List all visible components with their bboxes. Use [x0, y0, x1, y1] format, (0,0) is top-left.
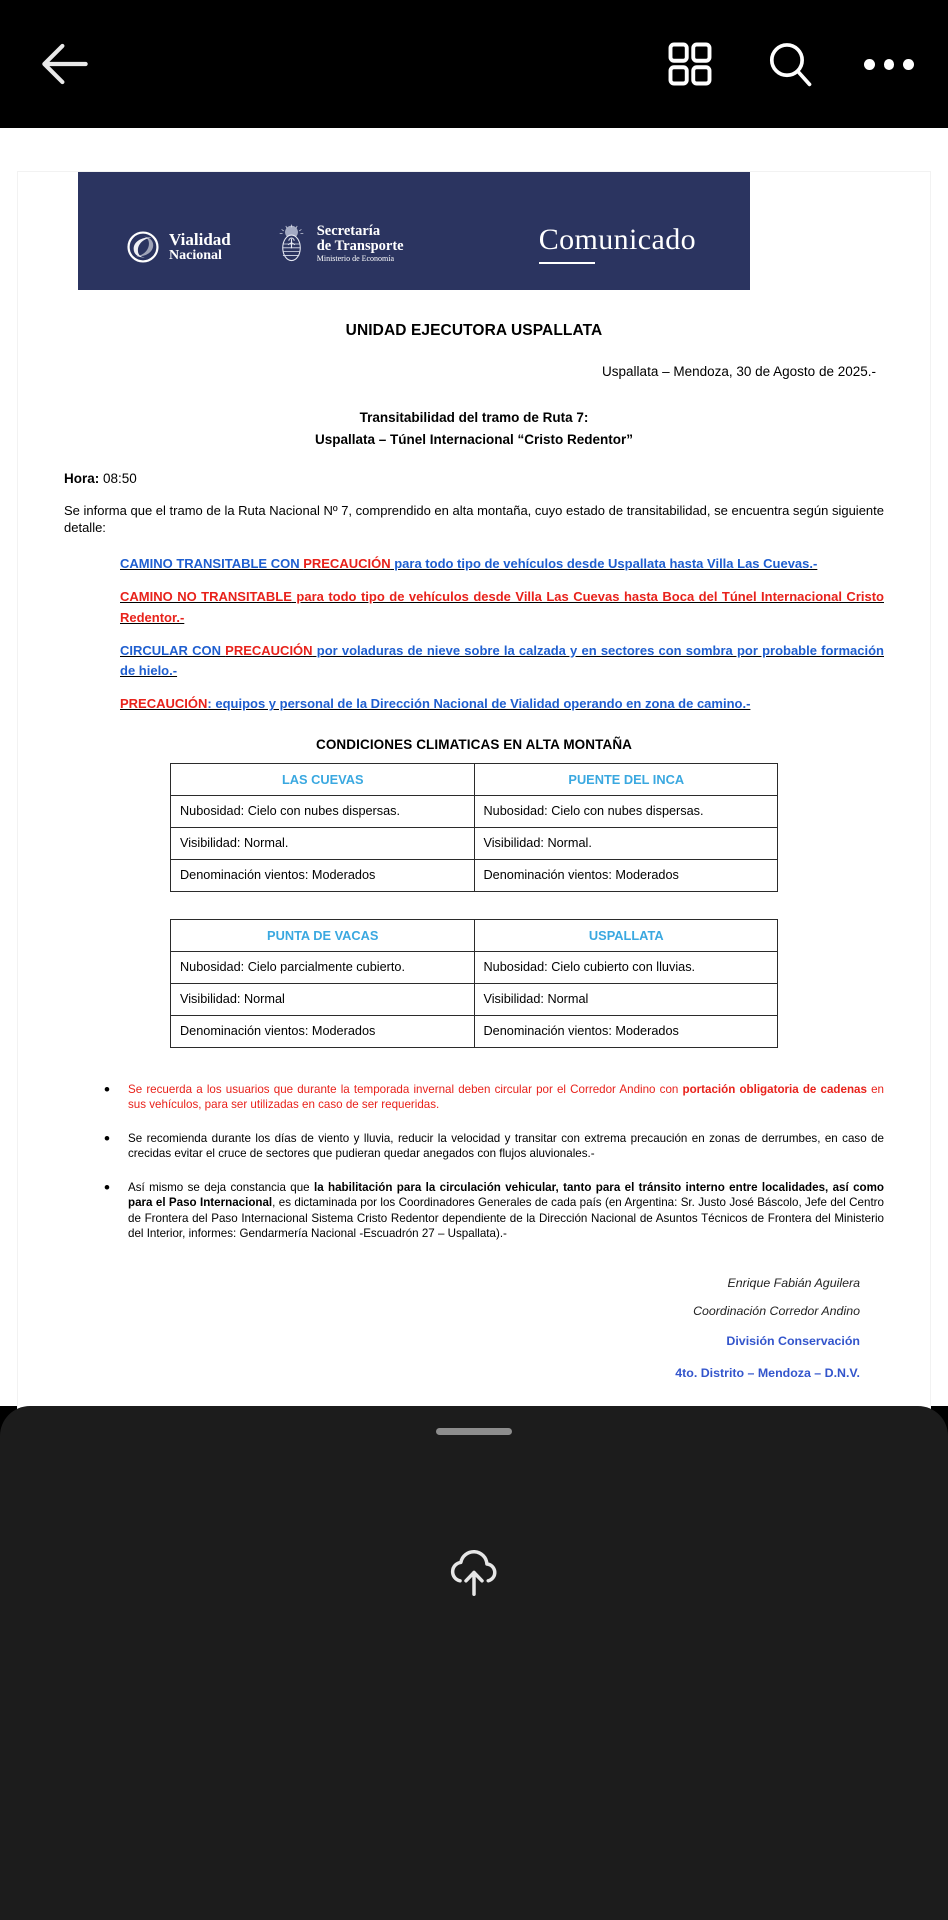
status-line-3 — [120, 641, 884, 682]
weather-section-title: CONDICIONES CLIMATICAS EN ALTA MONTAÑA — [315, 736, 633, 752]
document-viewer[interactable] — [0, 128, 948, 1406]
document-subtitle — [64, 407, 884, 451]
weather-cell-r1-c1: Nubosidad: Cielo con nubes dispersas. — [171, 795, 475, 827]
app-top-bar — [0, 0, 948, 128]
status-line-1-part-3: para todo tipo de vehículos desde Uspallata hasta Villa Las Cuevas.- — [390, 556, 818, 572]
signature-name: Enrique Fabián Aguilera — [727, 1275, 860, 1290]
status-line-2 — [120, 587, 884, 628]
note-3-segment-3: , es dictaminada por los Coordinadores Generales de cada país (en Argentina: Sr. Justo José Báscolo, Jefe del Centro de Frontera del Paso Internacional Sistema Cristo Redentor dependiente de la Dirección Nacional de Asuntos Técnicos de Frontera del Ministerio del Interior, informes: Gendarmería Nacional -Escuadrón 27 – Uspallata).- — [128, 1196, 884, 1241]
more-options-button[interactable] — [864, 56, 914, 72]
search-button[interactable] — [764, 38, 864, 90]
weather-tables-container — [64, 763, 884, 1048]
hora-label: Hora: — [64, 470, 100, 486]
table-row — [171, 827, 778, 859]
status-line-2-part-2: para todo tipo de vehículos desde Villa Las Cuevas hasta Boca del Túnel Internacional Cristo Redentor.- — [120, 589, 884, 625]
weather-cell-r1-c1: Nubosidad: Cielo parcialmente cubierto. — [171, 951, 475, 983]
table-row — [171, 859, 778, 891]
table-row — [171, 951, 778, 983]
note-item-3 — [102, 1180, 884, 1242]
note-1-segment-3: en sus vehículos, para ser utilizadas en caso de ser requeridas. — [128, 1082, 884, 1112]
vialidad-logo-line2: Nacional — [169, 247, 222, 263]
document-date: Uspallata – Mendoza, 30 de Agosto de 2025.- — [602, 364, 876, 379]
weather-cell-r3-c1: Denominación vientos: Moderados — [171, 859, 475, 891]
weather-column-header-1: PUNTA DE VACAS — [171, 919, 475, 951]
more-options-icon — [864, 56, 914, 72]
search-icon — [764, 38, 816, 90]
table-row — [171, 983, 778, 1015]
table-row — [171, 795, 778, 827]
secretaria-logo-line2: de Transporte — [316, 238, 404, 255]
vialidad-logo-line1: Vialidad — [169, 230, 231, 250]
weather-cell-r2-c1: Visibilidad: Normal. — [171, 827, 475, 859]
table-row — [171, 1015, 778, 1047]
weather-table-header-row — [171, 919, 778, 951]
secretaria-logo-line3: Ministerio de Economía — [316, 254, 395, 264]
hora-row — [64, 471, 884, 486]
weather-cell-r3-c2: Denominación vientos: Moderados — [474, 1015, 778, 1047]
weather-cell-r2-c2: Visibilidad: Normal — [474, 983, 778, 1015]
weather-column-header-2: PUENTE DEL INCA — [474, 763, 778, 795]
document-banner — [78, 172, 750, 290]
note-1-segment-2: portación obligatoria de cadenas — [682, 1082, 867, 1096]
signature-block — [64, 1276, 884, 1380]
download-cloud-icon[interactable] — [443, 1541, 505, 1603]
vialidad-swirl-icon — [126, 230, 160, 264]
note-item-2 — [102, 1131, 884, 1162]
status-line-3-part-2: PRECAUCIÓN — [225, 642, 313, 658]
weather-table-1 — [170, 763, 778, 892]
note-2-segment-1: Se recomienda durante los días de viento y lluvia, reducir la velocidad y transitar con extrema precaución en zonas de derrumbes, en caso de crecidas evitar el cruce de sectores que pudieran quedar anegados con flujos aluvionales.- — [128, 1131, 884, 1161]
secretaria-logo-line1: Secretaría — [316, 223, 381, 240]
back-button[interactable] — [34, 33, 96, 95]
document-content — [18, 322, 930, 1588]
subtitle-line-1: Transitabilidad del tramo de Ruta 7: — [359, 410, 589, 425]
subtitle-line-2: Uspallata – Túnel Internacional “Cristo Redentor” — [314, 431, 634, 447]
weather-column-header-2: USPALLATA — [474, 919, 778, 951]
signature-district: 4to. Distrito – Mendoza – D.N.V. — [675, 1365, 860, 1380]
weather-cell-r3-c2: Denominación vientos: Moderados — [474, 859, 778, 891]
secretaria-transporte-logo — [275, 224, 404, 264]
status-line-4-part-1: PRECAUCIÓN — [120, 696, 208, 712]
status-line-3-part-3: por voladuras de nieve sobre la calzada y en sectores con sombra por probable formación de hielo.- — [120, 642, 884, 679]
signature-role: Coordinación Corredor Andino — [693, 1303, 860, 1318]
document-page — [18, 172, 930, 1588]
bottom-sheet[interactable] — [0, 1406, 948, 1920]
argentina-coat-of-arms-icon — [275, 224, 308, 264]
note-3-segment-2: la habilitación para la circulación vehicular, tanto para el tránsito interno entre localidades, así como para el Paso Internacional — [128, 1180, 885, 1210]
weather-table-2 — [170, 919, 778, 1048]
status-line-4 — [120, 694, 884, 714]
note-1-segment-1: Se recuerda a los usuarios que durante la temporada invernal deben circular por el Corredor Andino con — [128, 1082, 683, 1096]
status-lines-list — [120, 554, 884, 715]
weather-cell-r2-c1: Visibilidad: Normal — [171, 983, 475, 1015]
status-line-4-part-2: : equipos y personal de la Dirección Nacional de Vialidad operando en zona de camino.- — [207, 696, 751, 712]
status-line-3-part-1: CIRCULAR CON — [120, 642, 226, 658]
weather-cell-r1-c2: Nubosidad: Cielo con nubes dispersas. — [474, 795, 778, 827]
hora-value: 08:50 — [103, 470, 137, 486]
status-line-2-part-1: CAMINO NO TRANSITABLE — [120, 589, 292, 605]
status-line-1 — [120, 554, 884, 574]
weather-cell-r1-c2: Nubosidad: Cielo cubierto con lluvias. — [474, 951, 778, 983]
comunicado-heading: Comunicado — [539, 223, 696, 264]
weather-cell-r3-c1: Denominación vientos: Moderados — [171, 1015, 475, 1047]
vialidad-nacional-logo — [126, 230, 231, 264]
weather-cell-r2-c2: Visibilidad: Normal. — [474, 827, 778, 859]
drag-handle[interactable] — [436, 1428, 512, 1435]
document-title: UNIDAD EJECUTORA USPALLATA — [345, 322, 603, 339]
weather-table-header-row — [171, 763, 778, 795]
grid-view-icon — [664, 38, 716, 90]
note-3-segment-1: Así mismo se deja constancia que — [128, 1180, 314, 1194]
notes-list — [102, 1082, 884, 1242]
status-line-1-part-2: PRECAUCIÓN — [303, 556, 391, 572]
note-item-1 — [102, 1082, 884, 1113]
intro-paragraph: Se informa que el tramo de la Ruta Nacional Nº 7, comprendido en alta montaña, cuyo estado de transitabilidad, se encuentra según siguiente detalle: — [64, 502, 884, 535]
signature-division: División Conservación — [726, 1333, 860, 1348]
status-line-1-part-1: CAMINO TRANSITABLE CON — [120, 556, 304, 572]
weather-column-header-1: LAS CUEVAS — [171, 763, 475, 795]
back-arrow-icon — [34, 33, 96, 95]
grid-view-button[interactable] — [664, 38, 764, 90]
